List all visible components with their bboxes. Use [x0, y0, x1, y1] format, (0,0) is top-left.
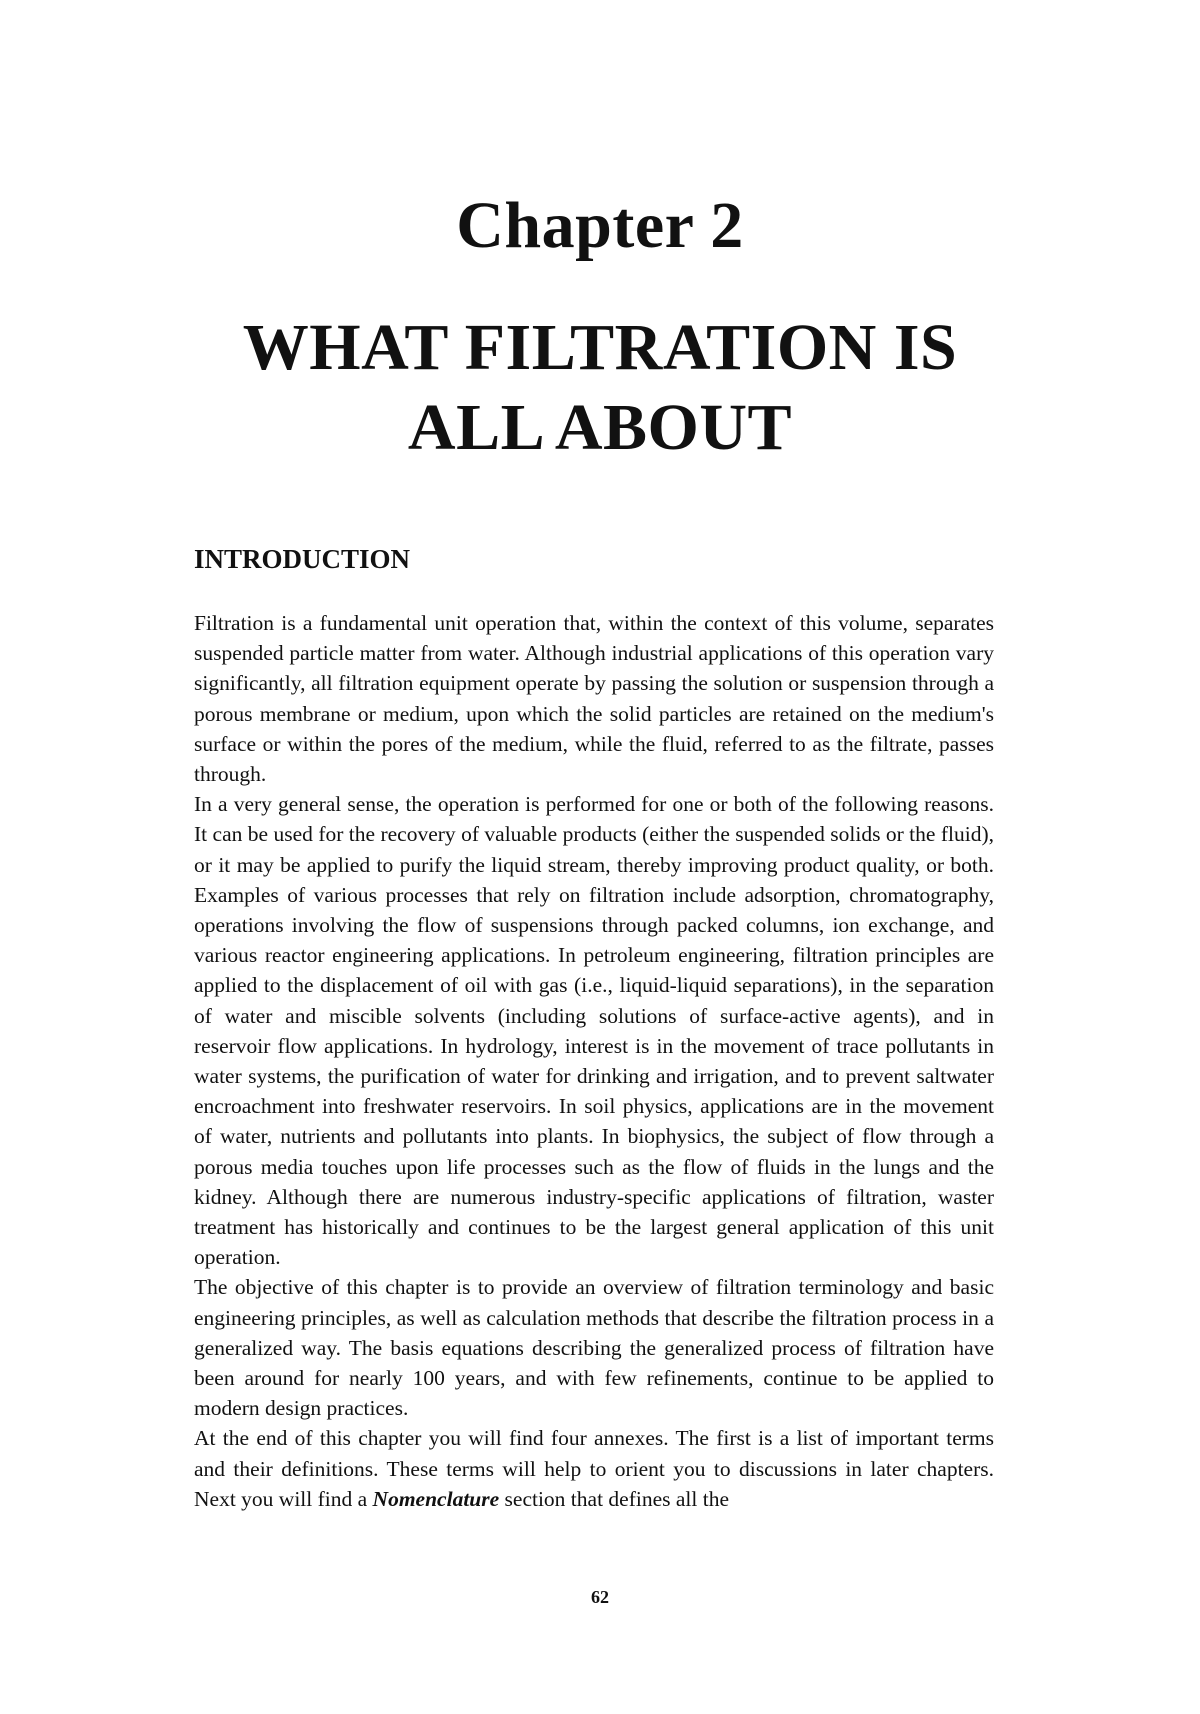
- chapter-label: Chapter 2: [456, 189, 744, 262]
- paragraph: In a very general sense, the operation is performed for one or both of the following reasons. It can be used for the recovery of valuable products (either the suspended solids or the fluid), or it may be applied to purify the liquid stream, thereby improving product quality, or both. Examples of various processes that rely on filtration include adsorption, chromatography, operations involving the flow of suspensions through packed columns, ion exchange, and various reactor engineering applications. In petroleum engineering, filtration principles are applied to the displacement of oil with gas (i.e., liquid-liquid separations), in the separation of water and miscible solvents (including solutions of surface-active agents), and in reservoir flow applications. In hydrology, interest is in the movement of trace pollutants in water systems, the purification of water for drinking and irrigation, and to prevent saltwater encroachment into freshwater reservoirs. In soil physics, applications are in the movement of water, nutrients and pollutants into plants. In biophysics, the subject of flow through a porous media touches upon life processes such as the flow of fluids in the lungs and the kidney. Although there are numerous industry-specific applications of filtration, waster treatment has historically and continues to be the largest general application of this unit operation.: [194, 792, 994, 1270]
- paragraph-last: [194, 1423, 994, 1514]
- paragraph-text: At the end of this chapter you will find four annexes. The first is a list of important terms and their definitions. These terms will help to orient you to discussions in later chapters. Next you will find a: [194, 1426, 994, 1511]
- page-number: 62: [591, 1587, 609, 1607]
- body-text: [194, 608, 994, 1514]
- section-heading: INTRODUCTION: [194, 544, 411, 574]
- paragraph: Filtration is a fundamental unit operation that, within the context of this volume, separates suspended particle matter from water. Although industrial applications of this operation vary significantly, all filtration equipment operate by passing the solution or suspension through a porous membrane or medium, upon which the solid particles are retained on the medium's surface or within the pores of the medium, while the fluid, referred to as the filtrate, passes through.: [194, 611, 994, 787]
- paragraph-text: section that defines all the: [499, 1486, 730, 1511]
- chapter-title-line-2: ALL ABOUT: [407, 391, 793, 464]
- chapter-title-line-1: WHAT FILTRATION IS: [242, 311, 958, 384]
- paragraph: The objective of this chapter is to provide an overview of filtration terminology and basic engineering principles, as well as calculation methods that describe the filtration process in a generalized way. The basis equations describing the generalized process of filtration have been around for nearly 100 years, and with few refinements, continue to be applied to modern design practices.: [194, 1275, 994, 1421]
- emphasized-term: Nomenclature: [372, 1486, 500, 1511]
- chapter-title: [0, 308, 1200, 468]
